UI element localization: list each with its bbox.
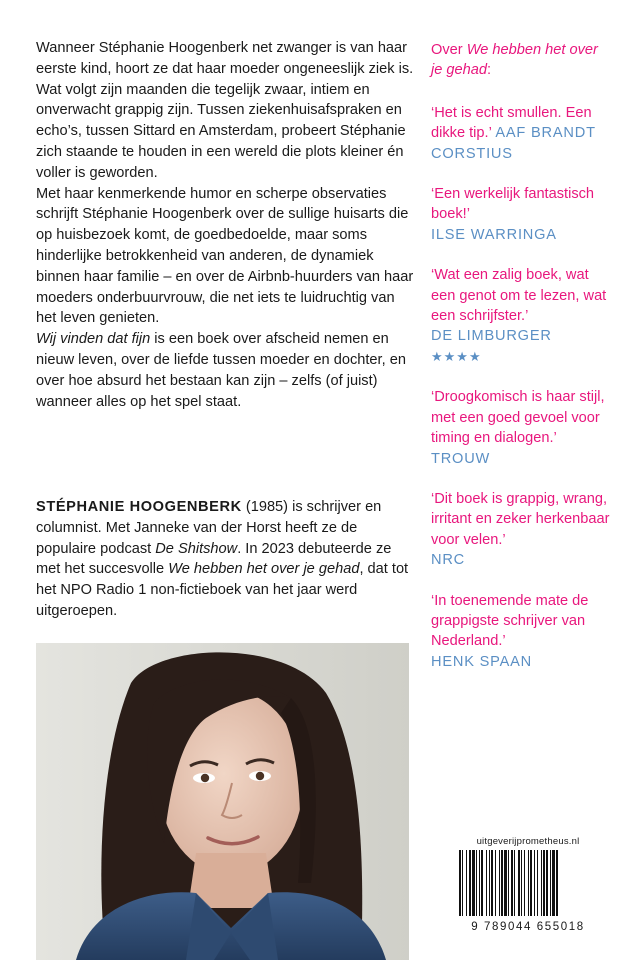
review-source: HENK SPAAN <box>431 653 532 670</box>
blurb-paragraph-1: Wanneer Stéphanie Hoogenberk net zwanger is van haar eerste kind, hoort ze dat haar moeder ongeneeslijk ziek is. Wat volgt zijn maanden die tegelijk zwaar, intiem en onverwacht grappig zijn. Tussen ziekenhuisafspraken en echo’s, tussen Sittard en Amsterdam, probeert Stéphanie zich staande te houden in een wereld die plots kleiner én voller is geworden. <box>36 40 414 181</box>
publisher-url: uitgeverijprometheus.nl <box>476 836 580 847</box>
author-bio <box>36 497 416 622</box>
bio-text-1: (1985) is schrijver en columnist. Met Janneke van der Horst heeft ze de populaire podcast <box>36 499 382 557</box>
author-photo <box>36 643 409 960</box>
blurb-paragraph-3-text: is een boek over afscheid nemen en nieuw leven, over de liefde tussen moeder en dochter, en over hoe absurd het bestaan kan zijn – zelfs (of juist) wanneer alles op het spel staat. <box>36 331 406 410</box>
review-quote: ‘Dit boek is grappig, wrang, irritant en zeker herkenbaar voor velen.’ <box>431 490 610 548</box>
review-1 <box>431 103 611 164</box>
bio-text-2: . In 2023 debuteerde ze met het succesvolle <box>36 540 392 578</box>
author-name: STÉPHANIE HOOGENBERK <box>36 499 242 515</box>
review-4 <box>431 387 611 469</box>
debut-title: We hebben het over je gehad <box>168 561 360 578</box>
review-6 <box>431 591 611 673</box>
reviews-heading <box>431 40 611 81</box>
podcast-title: De Shitshow <box>155 540 238 557</box>
book-title: Wij vinden dat fijn <box>36 331 151 348</box>
review-quote: ‘Een werkelijk fantastisch boek!’ <box>431 186 595 223</box>
review-5 <box>431 489 611 571</box>
review-source: NRC <box>431 552 466 569</box>
previous-book-title: We hebben het over je gehad <box>431 42 598 79</box>
blurb-paragraph-3 <box>36 329 416 412</box>
isbn-number: 9 789044 655018 <box>471 921 585 933</box>
review-quote: ‘Droogkomisch is haar stijl, met een goed gevoel voor timing en dialogen.’ <box>431 389 605 447</box>
blurb-paragraph-2: Met haar kenmerkende humor en scherpe observaties schrijft Stéphanie Hoogenberk over de sullige huisarts die op huisbezoek komt, de goedbedoelde, maar soms hinderlijke betrokkenheid van anderen, de dynamiek binnen haar familie – en over de Airbnb-huurders van haar moeders onderbuurvrouw, die net iets te luidruchtig van het leven genieten. <box>36 185 414 327</box>
barcode-icon <box>455 850 601 916</box>
barcode-block <box>455 836 601 934</box>
back-cover-blurb <box>36 38 416 412</box>
star-rating: ★★★★ <box>431 348 482 364</box>
review-source: DE LIMBURGER <box>431 328 552 345</box>
review-source: ILSE WARRINGA <box>431 226 557 243</box>
bio-text-3: , dat tot het NPO Radio 1 non-fictieboek van het jaar werd uitgeroepen. <box>36 561 409 619</box>
reviews-heading-prefix: Over <box>431 42 467 58</box>
review-quote: ‘Wat een zalig boek, wat een genot om te lezen, wat een schrijfster.’ <box>431 267 607 325</box>
review-quote: ‘Het is echt smullen. Een dikke tip.’ <box>431 104 592 142</box>
review-source: AAF BRANDT CORSTIUS <box>431 125 596 162</box>
review-source: TROUW <box>431 450 491 467</box>
review-2 <box>431 184 611 245</box>
review-quotes <box>431 40 611 692</box>
review-quote: ‘In toenemende mate de grappigste schrijver van Nederland.’ <box>431 592 589 650</box>
reviews-heading-suffix: : <box>487 62 492 79</box>
review-3 <box>431 265 611 367</box>
